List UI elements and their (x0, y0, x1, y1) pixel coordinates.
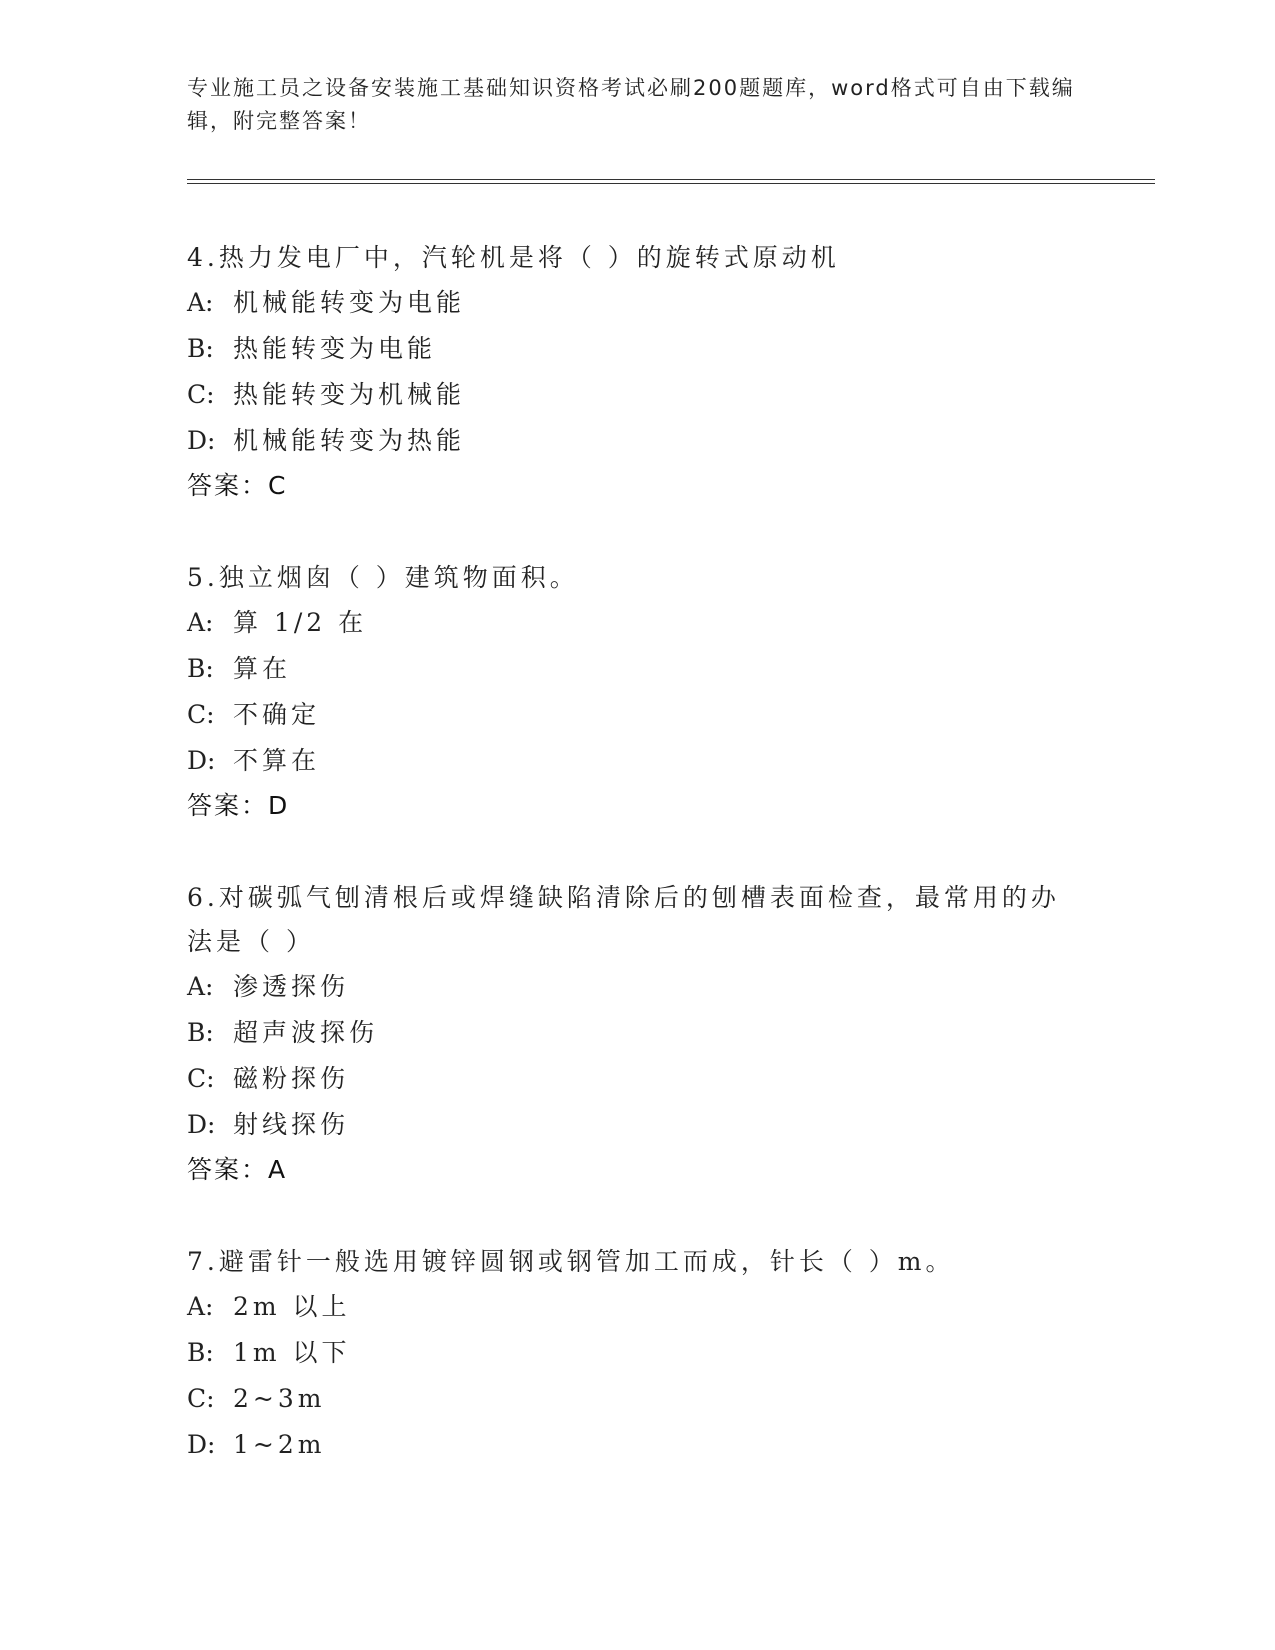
option-c (187, 1376, 1077, 1422)
option-text: 算 1/2 在 (233, 608, 368, 637)
option-key: B: (187, 1018, 214, 1047)
option-d (187, 1102, 1077, 1148)
answer-line: 答案：D (187, 791, 290, 820)
option-text: 算在 (233, 654, 292, 683)
option-key: C: (187, 1384, 215, 1413)
answer-line: 答案：C (187, 471, 288, 500)
option-b (187, 326, 1077, 372)
option-text: 热能转变为电能 (233, 334, 437, 363)
option-d (187, 418, 1077, 464)
option-text: 渗透探伤 (233, 972, 350, 1001)
option-d (187, 1422, 1077, 1468)
option-b (187, 1010, 1077, 1056)
option-text: 2~3m (233, 1384, 326, 1413)
option-a (187, 280, 1077, 326)
option-a (187, 600, 1077, 646)
option-key: A: (187, 972, 214, 1001)
option-key: C: (187, 1064, 215, 1093)
option-key: D: (187, 1430, 216, 1459)
header-divider-bottom (187, 183, 1155, 184)
option-key: D: (187, 426, 216, 455)
option-a (187, 964, 1077, 1010)
option-key: A: (187, 1292, 214, 1321)
question-stem: 5.独立烟囱（ ）建筑物面积。 (187, 563, 579, 592)
option-text: 射线探伤 (233, 1110, 350, 1139)
question-stem: 4.热力发电厂中，汽轮机是将（ ）的旋转式原动机 (187, 243, 840, 272)
option-text: 机械能转变为电能 (233, 288, 466, 317)
option-key: D: (187, 746, 216, 775)
option-key: D: (187, 1110, 216, 1139)
question-block (187, 1240, 1077, 1468)
option-b (187, 1330, 1077, 1376)
option-d (187, 738, 1077, 784)
header-divider-top (187, 179, 1155, 180)
option-c (187, 372, 1077, 418)
option-b (187, 646, 1077, 692)
option-key: B: (187, 1338, 214, 1367)
option-text: 超声波探伤 (233, 1018, 379, 1047)
option-a (187, 1284, 1077, 1330)
option-text: 不确定 (233, 700, 321, 729)
option-text: 1m 以下 (233, 1338, 351, 1367)
option-c (187, 692, 1077, 738)
option-key: A: (187, 288, 214, 317)
answer-line: 答案：A (187, 1155, 288, 1184)
option-key: C: (187, 700, 215, 729)
document-header: 专业施工员之设备安装施工基础知识资格考试必刷200题题库，word格式可自由下载编辑，附完整答案！ (187, 76, 1075, 133)
option-text: 机械能转变为热能 (233, 426, 466, 455)
option-key: C: (187, 380, 215, 409)
option-text: 热能转变为机械能 (233, 380, 466, 409)
option-text: 不算在 (233, 746, 321, 775)
option-text: 磁粉探伤 (233, 1064, 350, 1093)
option-text: 2m 以上 (233, 1292, 351, 1321)
question-block (187, 236, 1077, 508)
question-block (187, 876, 1077, 1192)
option-key: A: (187, 608, 214, 637)
question-block (187, 556, 1077, 828)
question-stem: 7.避雷针一般选用镀锌圆钢或钢管加工而成，针长（ ）m。 (187, 1247, 955, 1276)
option-text: 1~2m (233, 1430, 326, 1459)
question-stem: 6.对碳弧气刨清根后或焊缝缺陷清除后的刨槽表面检查，最常用的办法是（ ） (187, 883, 1060, 956)
option-key: B: (187, 654, 214, 683)
option-c (187, 1056, 1077, 1102)
option-key: B: (187, 334, 214, 363)
